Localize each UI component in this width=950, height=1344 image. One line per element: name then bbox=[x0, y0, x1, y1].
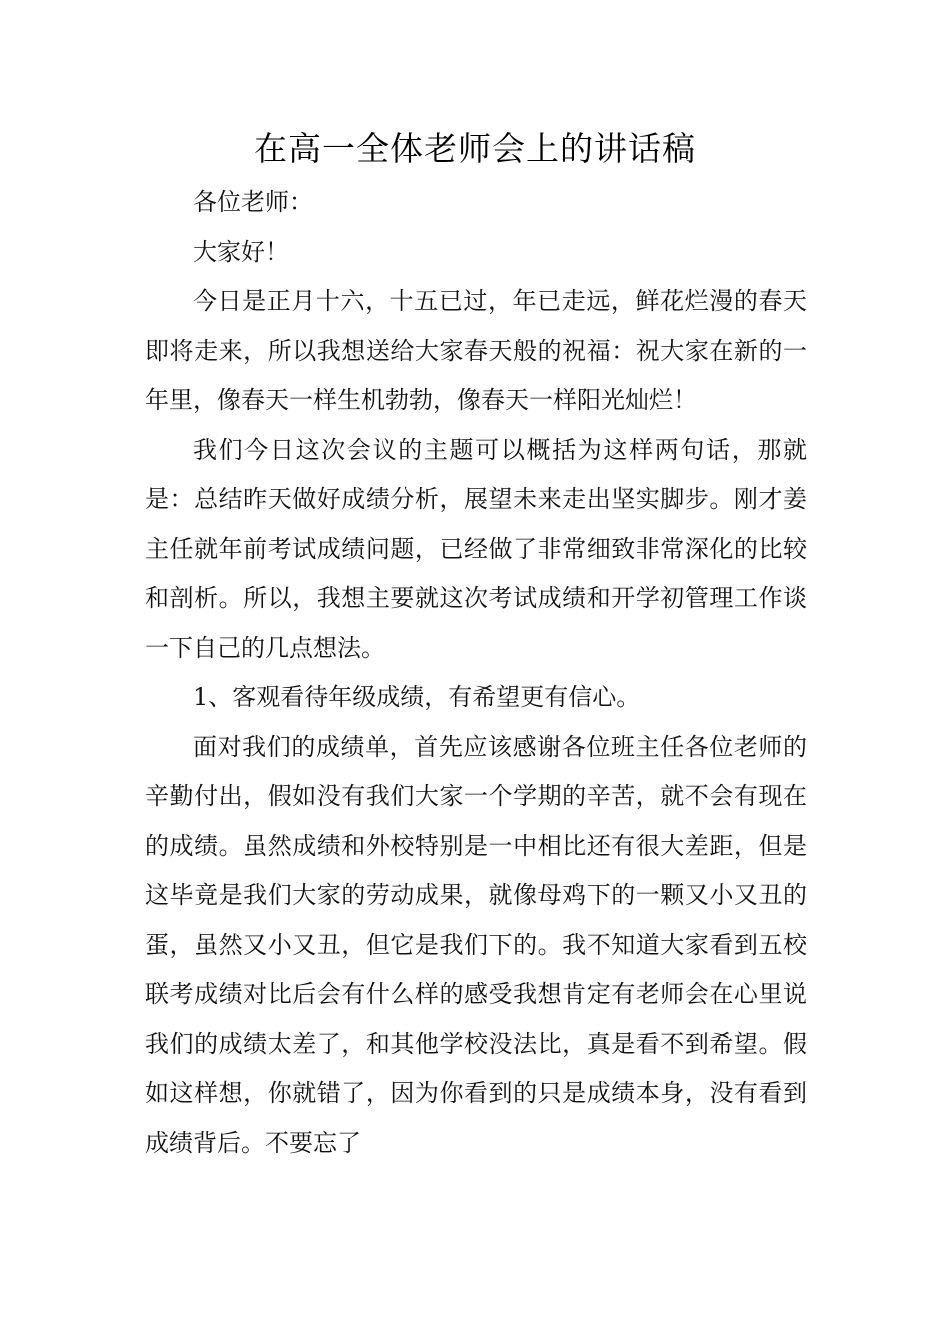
paragraph: 面对我们的成绩单，首先应该感谢各位班主任各位老师的辛勤付出，假如没有我们大家一个学期的辛苦，就不会有现在的成绩。虽然成绩和外校特别是一中相比还有很大差距，但是这毕竟是我们大家的劳动成果，就像母鸡下的一颗又小又丑的蛋，虽然又小又丑，但它是我们下的。我不知道大家看到五校联考成绩对比后会有什么样的感受我想肯定有老师会在心里说我们的成绩太差了，和其他学校没法比，真是看不到希望。假如这样想，你就错了，因为你看到的只是成绩本身，没有看到成绩背后。不要忘了 bbox=[145, 732, 807, 1157]
document-title: 在高一全体老师会上的讲话稿 bbox=[254, 129, 696, 168]
section-heading: 1、客观看待年级成绩，有希望更有信心。 bbox=[193, 683, 641, 711]
greeting: 大家好！ bbox=[193, 237, 289, 266]
document-body bbox=[145, 178, 807, 1168]
salutation: 各位老师： bbox=[193, 188, 313, 216]
paragraph: 我们今日这次会议的主题可以概括为这样两句话，那就是：总结昨天做好成绩分析，展望未来走出坚实脚步。刚才姜主任就年前考试成绩问题，已经做了非常细致非常深化的比较和剖析。所以，我想主要就这次考试成绩和开学初管理工作谈一下自己的几点想法。 bbox=[145, 435, 807, 662]
paragraph: 今日是正月十六，十五已过，年已走远，鲜花烂漫的春天即将走来，所以我想送给大家春天般的祝福：祝大家在新的一年里，像春天一样生机勃勃，像春天一样阳光灿烂！ bbox=[145, 287, 807, 414]
